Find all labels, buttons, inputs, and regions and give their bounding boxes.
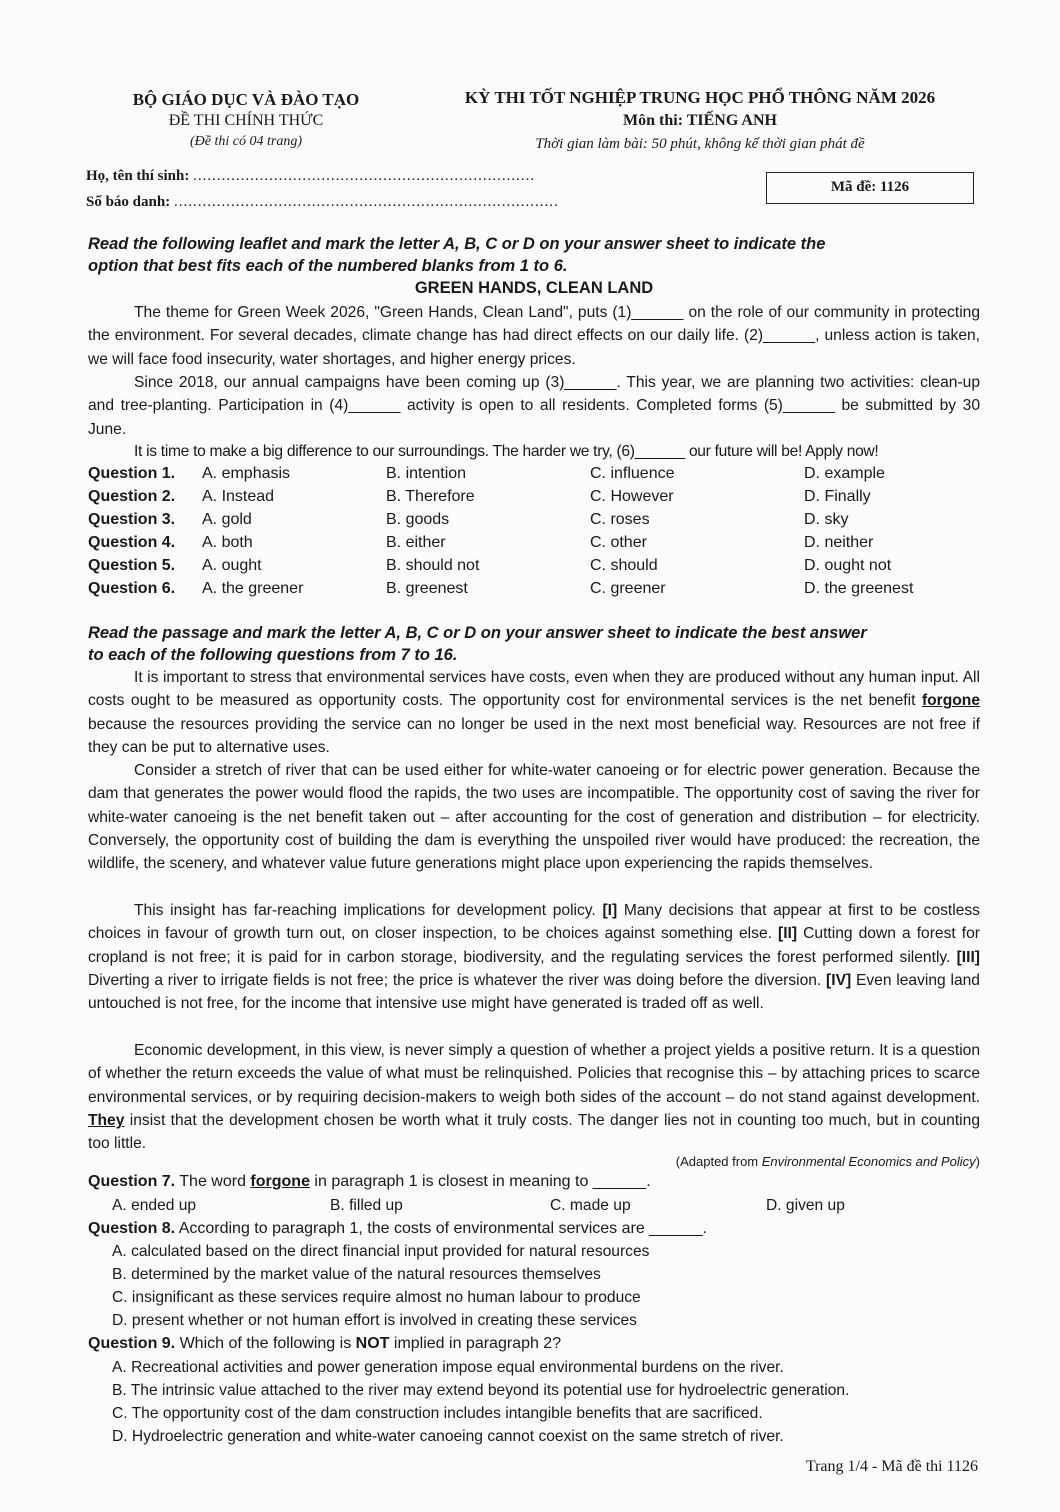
- question-number: Question 3.: [88, 511, 176, 528]
- leaflet-paragraph-1: The theme for Green Week 2026, "Green Hands, Clean Land", puts (1)______ on the role of our community in protecting the environment. For several decades, climate change has had direct effects on our daily life. (2)______, unless action is taken, we will face food insecurity, water shortages, and higher energy prices.: [88, 304, 980, 368]
- page-footer: Trang 1/4 - Mã đề thi 1126: [805, 1458, 978, 1475]
- subject: Môn thi: TIẾNG ANH: [623, 112, 777, 129]
- text-run: According to paragraph 1, the costs of environmental services are ______.: [175, 1220, 707, 1237]
- instruction-line: Read the following leaflet and mark the letter A, B, C or D on your answer sheet to indicate the: [88, 235, 826, 253]
- option-c: C. other: [590, 534, 647, 551]
- option-b: B. The intrinsic value attached to the river may extend beyond its potential use for hydroelectric generation.: [112, 1382, 850, 1399]
- source-citation: [676, 1154, 980, 1169]
- position-marker: [I]: [602, 902, 618, 919]
- text-run: Many decisions that appear at first to be costless choices in favour of growth turn out, on closer inspection, to be choices against something else.: [88, 902, 980, 943]
- option-b: B. intention: [386, 465, 467, 482]
- option-d: D. Finally: [804, 488, 871, 505]
- page-count: (Đề thi có 04 trang): [190, 134, 302, 149]
- text-run: Which of the following is: [175, 1335, 356, 1352]
- header-left: [86, 90, 406, 150]
- option-d: D. Hydroelectric generation and white-water canoeing cannot coexist on the same stretch of river.: [112, 1428, 784, 1445]
- option-b: B. filled up: [330, 1197, 403, 1214]
- passage-paragraph-4: [88, 1039, 980, 1155]
- instruction-line: to each of the following questions from 7 to 16.: [88, 646, 458, 664]
- question-row: [88, 534, 980, 557]
- name-label: Họ, tên thí sinh:: [86, 168, 190, 184]
- question-row: [88, 557, 980, 580]
- passage-paragraph-2: Consider a stretch of river that can be used either for white-water canoeing or for electric power generation. Because the dam that generates the power would flood the rapids, the two uses are incompatible. The opportunity cost of saving the river for white-water canoeing is the net benefit taken out – after accounting for the cost of generation and distribution – for electricity. Conversely, the opportunity cost of building the dam is everything the unspoiled river would have produced: the recreation, the wildlife, the scenery, and whatever value future generations might place upon experiencing the rapids themselves.: [88, 762, 980, 873]
- leaflet-paragraph-2: Since 2018, our annual campaigns have been coming up (3)______. This year, we are planning two activities: clean-up and tree-planting. Participation in (4)______ activity is open to all residents. Completed forms (5)______ be submitted by 30 June.: [88, 374, 980, 438]
- question-number: Question 6.: [88, 580, 176, 597]
- option-d: D. ought not: [804, 557, 892, 574]
- text-run: Cutting down a forest for cropland is not free; it is paid for in carbon storage, biodiversity, and the regulating services the forest performed silently.: [88, 925, 980, 966]
- text-run: implied in paragraph 2?: [389, 1335, 562, 1352]
- section1-instruction: [88, 233, 980, 277]
- text-run: in paragraph 1 is closest in meaning to ______.: [309, 1173, 651, 1190]
- question-7-stem: [88, 1173, 980, 1191]
- section2-instruction: [88, 622, 980, 666]
- option-c: C. made up: [550, 1197, 631, 1214]
- option-b: B. either: [386, 534, 446, 551]
- passage-paragraph-1: [88, 666, 980, 759]
- question-number: Question 5.: [88, 557, 176, 574]
- position-marker: [II]: [778, 925, 798, 943]
- highlighted-word: forgone: [921, 692, 980, 710]
- candidate-id-line: Số báo danh: .................................................................................: [86, 194, 559, 210]
- option-a: A. Instead: [202, 488, 275, 505]
- question-row: [88, 580, 980, 603]
- candidate-name-line: Họ, tên thí sinh: ........................................................................: [86, 168, 536, 184]
- ministry-name: BỘ GIÁO DỤC VÀ ĐÀO TẠO: [132, 90, 360, 109]
- instruction-line: option that best fits each of the numbered blanks from 1 to 6.: [88, 257, 568, 275]
- header-right: [420, 88, 980, 153]
- option-d: D. given up: [766, 1197, 845, 1214]
- source-title: Environmental Economics and Policy: [761, 1154, 976, 1169]
- text-run: (Adapted from: [675, 1154, 762, 1169]
- leaflet-paragraph-3: It is time to make a big difference to our surroundings. The harder we try, (6)______ our future will be! Apply now!: [134, 443, 879, 460]
- leaflet-title: GREEN HANDS, CLEAN LAND: [414, 279, 654, 297]
- option-d: D. example: [804, 465, 885, 482]
- question-number: Question 8.: [88, 1220, 176, 1237]
- text-run: insist that the development chosen be worth what it truly costs. The danger lies not in counting too much, but in counting too little.: [88, 1111, 980, 1153]
- text-run: It is important to stress that environmental services have costs, even when they are produced without any human input. All costs ought to be measured as opportunity costs. The opportunity cost for environmental services is the net benefit: [88, 669, 980, 710]
- question-number: Question 9.: [88, 1335, 176, 1352]
- option-a: A. ought: [202, 557, 262, 574]
- option-b: B. determined by the market value of the natural resources themselves: [112, 1266, 601, 1283]
- question-row: [88, 465, 980, 488]
- option-c: C. should: [590, 557, 658, 574]
- option-a: A. emphasis: [202, 465, 291, 482]
- text-run: Diverting a river to irrigate fields is not free; the price is whatever the river was doing before the diversion.: [88, 971, 827, 989]
- option-c: C. The opportunity cost of the dam construction includes intangible benefits that are sacrificed.: [112, 1405, 763, 1422]
- text-run: because the resources providing the service can no longer be used in the next most beneficial way. Resources are not free if they can be put to alternative uses.: [88, 715, 980, 756]
- option-a: A. both: [202, 534, 253, 551]
- text-run: ): [975, 1154, 980, 1169]
- question-number: Question 7.: [88, 1173, 176, 1190]
- question-row: [88, 511, 980, 534]
- option-d: D. sky: [804, 511, 849, 528]
- option-b: B. goods: [386, 511, 450, 528]
- emphasis-word: NOT: [355, 1335, 390, 1352]
- option-a: A. ended up: [112, 1197, 197, 1214]
- question-number: Question 4.: [88, 534, 176, 551]
- option-a: A. Recreational activities and power generation impose equal environmental burdens on the river.: [112, 1359, 784, 1376]
- official-label: ĐỀ THI CHÍNH THỨC: [168, 112, 324, 129]
- option-a: A. the greener: [202, 580, 304, 597]
- option-c: C. insignificant as these services require almost no human labour to produce: [112, 1289, 641, 1306]
- exam-code-box: Mã đề: 1126: [766, 172, 974, 204]
- text-run: This insight has far-reaching implications for development policy.: [134, 902, 603, 919]
- position-marker: [III]: [956, 948, 980, 966]
- option-d: D. the greenest: [804, 580, 914, 597]
- option-a: A. calculated based on the direct financial input provided for natural resources: [112, 1243, 650, 1260]
- option-b: B. greenest: [386, 580, 468, 597]
- position-marker: [IV]: [826, 971, 852, 989]
- question-number: Question 2.: [88, 488, 176, 505]
- option-c: C. roses: [590, 511, 650, 528]
- text-run: The word: [175, 1173, 251, 1190]
- passage-paragraph-3: [88, 899, 980, 1015]
- text-run: Economic development, in this view, is never simply a question of whether a project yields a positive return. It is a question of whether the return exceeds the value of what must be relinquished. Policies that recognise this – by attaching prices to scarce environmental services, or by requiring decision-makers to weigh both sides of the account – do not stand against development.: [88, 1042, 980, 1106]
- text-run: Even leaving land untouched is not free, for the income that intensive use might have generated is traded off as well.: [88, 971, 980, 1013]
- question-9-stem: [88, 1335, 980, 1353]
- option-c: C. However: [590, 488, 674, 505]
- question-row: [88, 488, 980, 511]
- exam-title: KỲ THI TỐT NGHIỆP TRUNG HỌC PHỔ THÔNG NĂM 2026: [464, 88, 936, 107]
- question-8-stem: [88, 1220, 980, 1238]
- highlighted-word: They: [88, 1111, 125, 1129]
- highlighted-word: forgone: [250, 1173, 310, 1190]
- id-label: Số báo danh:: [86, 194, 171, 210]
- option-a: A. gold: [202, 511, 252, 528]
- option-d: D. neither: [804, 534, 874, 551]
- option-c: C. influence: [590, 465, 675, 482]
- question-number: Question 1.: [88, 465, 176, 482]
- time-limit: Thời gian làm bài: 50 phút, không kể thời gian phát đề: [535, 136, 865, 152]
- option-b: B. should not: [386, 557, 480, 574]
- option-d: D. present whether or not human effort is involved in creating these services: [112, 1312, 637, 1329]
- instruction-line: Read the passage and mark the letter A, B, C or D on your answer sheet to indicate the best answer: [88, 624, 867, 642]
- option-b: B. Therefore: [386, 488, 475, 505]
- option-c: C. greener: [590, 580, 666, 597]
